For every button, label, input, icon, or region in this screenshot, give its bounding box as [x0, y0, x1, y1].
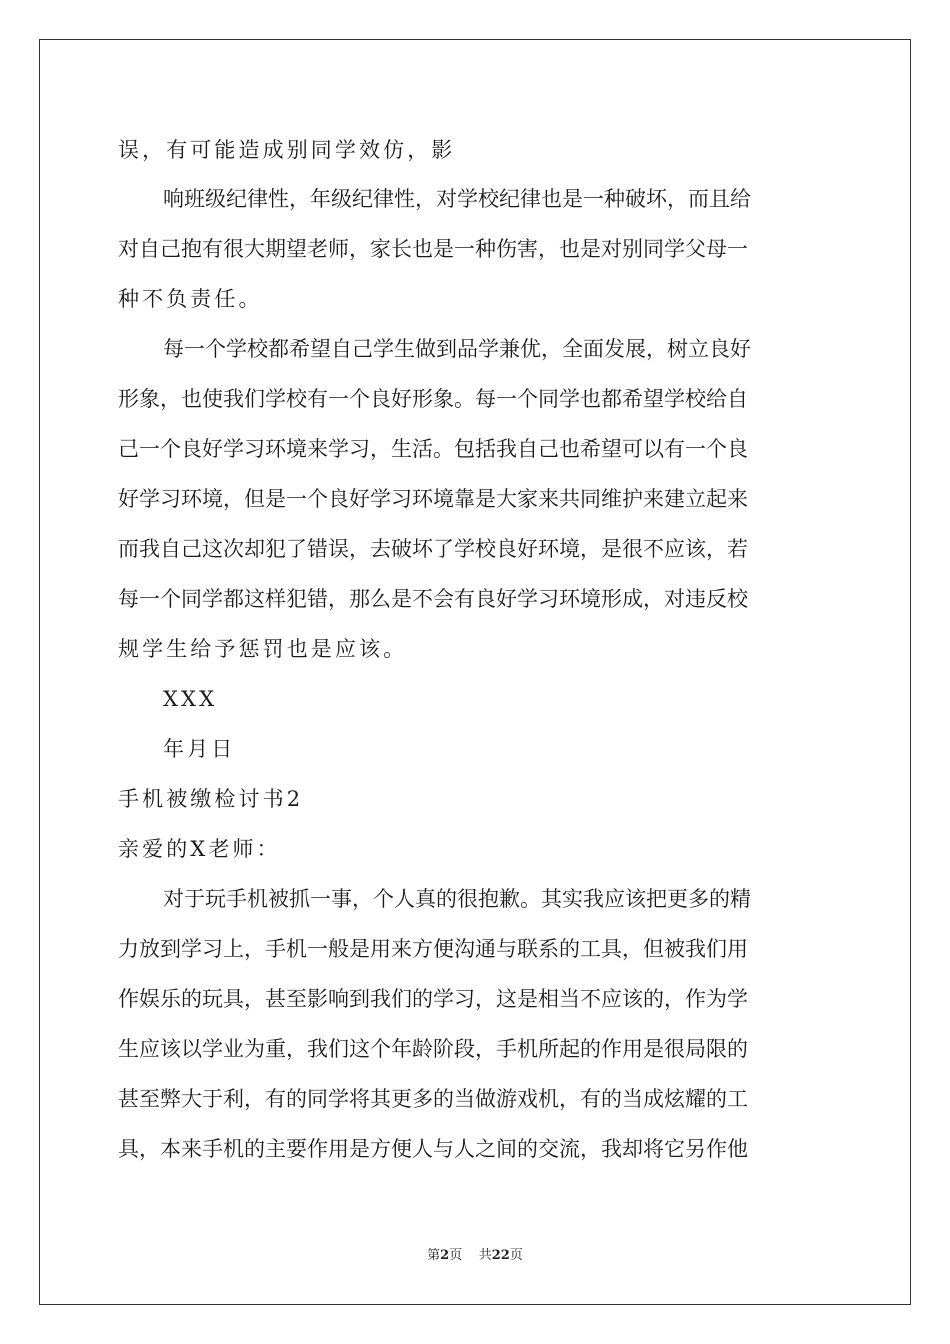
page-number: 2 [440, 1248, 450, 1263]
total-pages: 22 [491, 1248, 510, 1263]
text-line: 每一个学校都希望自己学生做到品学兼优，全面发展，树立良好 [163, 337, 751, 361]
text-line: 具，本来手机的主要作用是方便人与人之间的交流，我却将它另作他 [118, 1137, 748, 1161]
salutation: 亲爱的X老师： [118, 837, 281, 861]
text-line: 误，有可能造成别同学效仿，影 [118, 138, 456, 162]
page-border [39, 39, 911, 1305]
text-line: 响班级纪律性，年级纪律性，对学校纪律也是一种破坏，而且给 [163, 187, 751, 211]
signature-name: XXX [163, 687, 218, 711]
text-line: 作娱乐的玩具，甚至影响到我们的学习，这是相当不应该的，作为学 [118, 987, 748, 1011]
text-line: 力放到学习上，手机一般是用来方便沟通与联系的工具，但被我们用 [118, 937, 748, 961]
text-line: 而我自己这次却犯了错误，去破坏了学校良好环境，是很不应该，若 [118, 537, 748, 561]
total-unit: 页 [509, 1248, 523, 1263]
page-prefix: 第 [427, 1248, 441, 1263]
section-title: 手机被缴检讨书2 [118, 787, 304, 811]
text-line: 好学习环境，但是一个良好学习环境靠是大家来共同维护来建立起来 [118, 487, 748, 511]
signature-date: 年月日 [163, 737, 236, 761]
text-line: 规学生给予惩罚也是应该。 [118, 637, 408, 661]
text-line: 甚至弊大于利，有的同学将其更多的当做游戏机，有的当成炫耀的工 [118, 1087, 748, 1111]
text-line: 每一个同学都这样犯错，那么是不会有良好学习环境形成，对违反校 [118, 587, 748, 611]
text-line: 种不负责任。 [118, 287, 263, 311]
page-unit: 页 [449, 1248, 463, 1263]
total-prefix: 共 [478, 1248, 492, 1263]
text-line: 生应该以学业为重，我们这个年龄阶段，手机所起的作用是很局限的 [118, 1037, 748, 1061]
text-line: 形象，也使我们学校有一个良好形象。每一个同学也都希望学校给自 [118, 387, 748, 411]
page-footer [0, 1247, 950, 1265]
text-line: 己一个良好学习环境来学习，生活。包括我自己也希望可以有一个良 [118, 437, 748, 461]
text-line: 对自己抱有很大期望老师，家长也是一种伤害，也是对别同学父母一 [118, 237, 748, 261]
text-line: 对于玩手机被抓一事，个人真的很抱歉。其实我应该把更多的精 [163, 887, 751, 911]
